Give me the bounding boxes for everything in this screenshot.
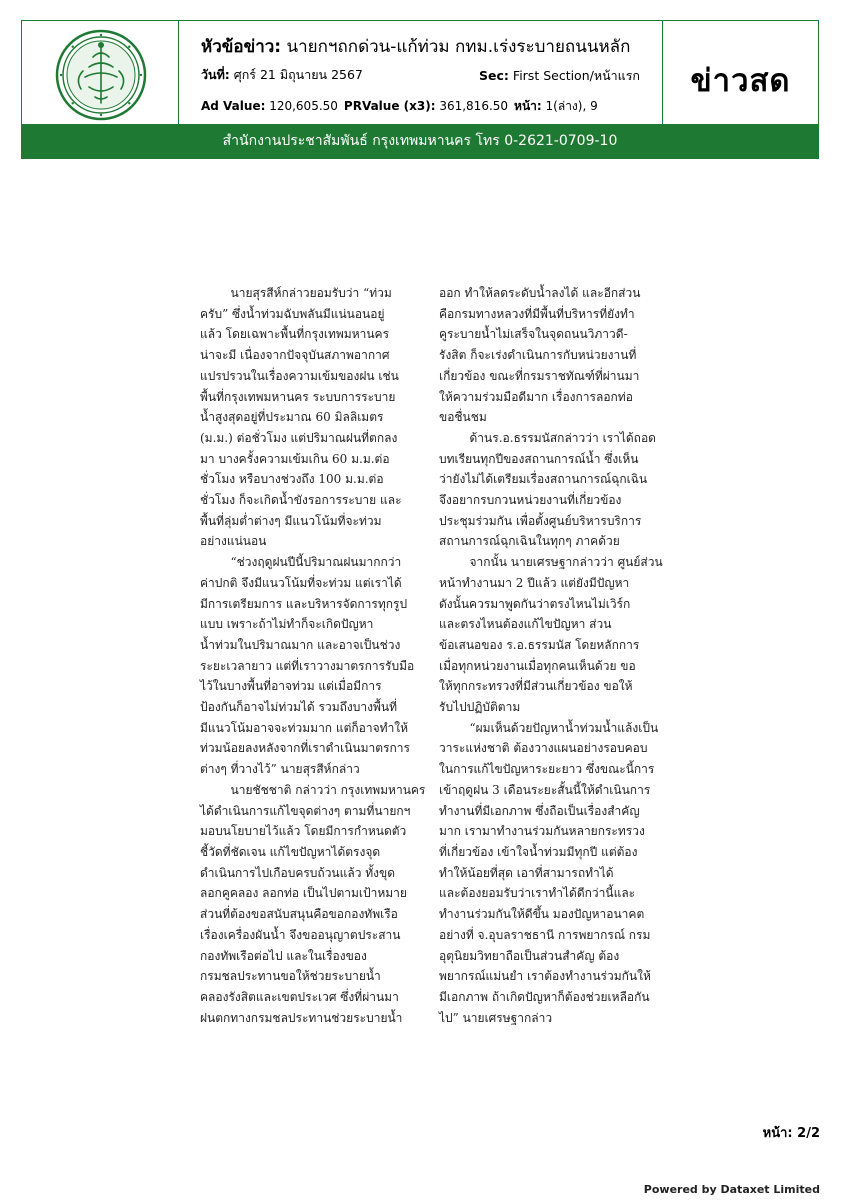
ad-value: 120,605.50 bbox=[265, 99, 338, 113]
article-line: กองทัพเรือต่อไป และในเรื่องของ bbox=[200, 948, 367, 963]
article-line: รับไปปฏิบัติตาม bbox=[439, 700, 521, 715]
article-line: ประชุมร่วมกัน เพื่อตั้งศูนย์บริหารบริการ bbox=[439, 513, 642, 528]
article-line: นายสุรสีห์กล่าวยอมรับว่า “ท่วม bbox=[200, 286, 392, 300]
article-line: น่าจะมี เนื่องจากปัจจุบันสภาพอากาศ bbox=[200, 348, 390, 363]
article-line: พยากรณ์แม่นยำ เราต้องทำงานร่วมกันให้ bbox=[439, 969, 651, 984]
article-line: อย่างแน่นอน bbox=[200, 534, 267, 549]
article-line: ค่าปกติ จึงมีแนวโน้มที่จะท่วม แต่เราได้ bbox=[200, 575, 402, 590]
article-line: หน้าทำงานมา 2 ปีแล้ว แต่ยังมีปัญหา bbox=[439, 575, 630, 590]
article-column-right bbox=[439, 283, 663, 1028]
page-indicator: หน้า: 2/2 bbox=[762, 1126, 820, 1141]
clipping-info bbox=[179, 21, 663, 136]
section-label: Sec: bbox=[479, 68, 509, 83]
topic-value: นายกฯถกด่วน-แก้ท่วม กทม.เร่งระบายถนนหลัก bbox=[281, 37, 631, 57]
article-line: แบบ เพราะถ้าไม่ทำก็จะเกิดปัญหา bbox=[200, 617, 374, 632]
newspaper-name: ข่าวสด bbox=[690, 63, 791, 99]
article-line: เข้าฤดูฝน 3 เดือนระยะสั้นนี้ให้ดำเนินการ bbox=[439, 782, 651, 797]
article-line: ต่างๆ ที่วางไว้” นายสุรสีห์กล่าว bbox=[200, 762, 360, 777]
article-line: ลอกคูคลอง ลอกท่อ เป็นไปตามเป้าหมาย bbox=[200, 886, 407, 901]
article-line: และตรงไหนต้องแก้ไขปัญหา ส่วน bbox=[439, 617, 612, 632]
article-line: มอบนโยบายไว้แล้ว โดยมีการกำหนดตัว bbox=[200, 824, 407, 839]
bangkok-seal-logo bbox=[55, 29, 147, 121]
article-line: ป้องกันก็อาจไม่ท่วมได้ รวมถึงบางพื้นที่ bbox=[200, 700, 397, 715]
topic-label: หัวข้อข่าว: bbox=[201, 37, 282, 57]
article-line: ฝนตกทางกรมชลประทานช่วยระบายน้ำ bbox=[200, 1010, 403, 1025]
article-line: พื้นที่กรุงเทพมหานคร ระบบการระบาย bbox=[200, 389, 396, 404]
article-line: ด้านร.อ.ธรรมนัสกล่าวว่า เราได้ถอด bbox=[439, 430, 656, 445]
article-line: เกี่ยวข้อง ขณะที่กรมราชทัณฑ์ที่ผ่านมา bbox=[439, 368, 640, 383]
article-line: ไว้ในบางพื้นที่อาจท่วม แต่เมื่อมีการ bbox=[200, 679, 382, 694]
article-line: ไป” นายเศรษฐากล่าว bbox=[439, 1010, 553, 1025]
news-section bbox=[479, 66, 640, 86]
article-line: รังสิต ก็จะเร่งดำเนินการกับหน่วยงานที่ bbox=[439, 348, 637, 363]
article-line: น้ำท่วมในปริมาณมาก และอาจเป็นช่วง bbox=[200, 637, 401, 652]
article-line: สถานการณ์ฉุกเฉินในทุกๆ ภาคด้วย bbox=[439, 534, 620, 549]
article-line: และต้องยอมรับว่าเราทำได้ดีกว่านี้และ bbox=[439, 886, 636, 901]
article-line: จากนั้น นายเศรษฐากล่าวว่า ศูนย์ส่วน bbox=[439, 555, 663, 570]
page-label: หน้า: bbox=[514, 99, 542, 113]
article-line: ระยะเวลายาว แต่ที่เราวางมาตรการรับมือ bbox=[200, 658, 415, 673]
pr-value-label: PRValue (x3): bbox=[343, 99, 436, 113]
article-line: ว่ายังไม่ได้เตรียมเรื่องสถานการณ์ฉุกเฉิน bbox=[439, 472, 648, 487]
article-line: ดังนั้นควรมาพูดกันว่าตรงไหนไม่เวิร์ก bbox=[439, 596, 631, 611]
article-line: คูระบายน้ำไม่เสร็จในจุดถนนวิภาวดี- bbox=[439, 327, 628, 342]
article-line: ส่วนที่ต้องขอสนับสนุนคือขอกองทัพเรือ bbox=[200, 907, 398, 922]
page-value: 1(ล่าง), 9 bbox=[541, 99, 598, 113]
article-line: น้ำสูงสุดอยู่ที่ประมาณ 60 มิลลิเมตร bbox=[200, 410, 384, 425]
article-line: มีการเตรียมการ และบริหารจัดการทุกรูป bbox=[200, 596, 408, 611]
article-line: ทำให้น้อยที่สุด เอาที่สามารถทำได้ bbox=[439, 865, 614, 880]
article-line: มีแนวโน้มอาจจะท่วมมาก แต่ก็อาจทำให้ bbox=[200, 720, 409, 735]
article-line: เมื่อทุกหน่วยงานเมื่อทุกคนเห็นด้วย ขอ bbox=[439, 658, 636, 673]
article-line: “ช่วงฤดูฝนปีนี้ปริมาณฝนมากกว่า bbox=[200, 555, 402, 570]
section-value: First Section/หน้าแรก bbox=[508, 68, 640, 83]
article-line: ทำงานร่วมกันให้ดีขึ้น มองปัญหาอนาคต bbox=[439, 907, 645, 922]
ad-value-row bbox=[201, 97, 598, 116]
article-line: ดำเนินการไปเกือบครบถ้วนแล้ว ทั้งขุด bbox=[200, 865, 396, 880]
article-line: ขอชื่นชม bbox=[439, 410, 487, 425]
article-line: ท่วมน้อยลงหลังจากที่เราดำเนินมาตรการ bbox=[200, 741, 410, 756]
article-line: กรมชลประทานขอให้ช่วยระบายน้ำ bbox=[200, 969, 381, 984]
article-line: บทเรียนทุกปีของสถานการณ์น้ำ ซึ่งเห็น bbox=[439, 451, 639, 466]
article-line: ทำงานที่มีเอกภาพ ซึ่งถือเป็นเรื่องสำคัญ bbox=[439, 803, 640, 818]
clipping-header bbox=[21, 20, 819, 138]
article-line: “ผมเห็นด้วยปัญหาน้ำท่วมน้ำแล้งเป็น bbox=[439, 720, 659, 735]
article-line: อุตุนิยมวิทยาถือเป็นส่วนสำคัญ ต้อง bbox=[439, 948, 620, 963]
article-line: คลองรังสิตและเขตประเวศ ซึ่งที่ผ่านมา bbox=[200, 989, 399, 1004]
article-line: แปรปรวนในเรื่องความเข้มของฝน เช่น bbox=[200, 368, 399, 383]
powered-by: Powered by Dataxet Limited bbox=[643, 1183, 820, 1196]
article-line: ข้อเสนอของ ร.อ.ธรรมนัส โดยหลักการ bbox=[439, 637, 640, 652]
article-column-left bbox=[200, 283, 426, 1028]
article-line: ได้ดำเนินการแก้ไขจุดต่างๆ ตามที่นายกฯ bbox=[200, 803, 411, 818]
article-line: ครับ” ซึ่งน้ำท่วมฉับพลันมีแน่นอนอยู่ bbox=[200, 306, 385, 321]
article-line: ชั่วโมง หรือบางช่วงถึง 100 ม.ม.ต่อ bbox=[200, 472, 384, 487]
news-date bbox=[201, 65, 363, 85]
article-line: ออก ทำให้ลดระดับน้ำลงได้ และอีกส่วน bbox=[439, 286, 641, 300]
article-line: ชั่วโมง ก็จะเกิดน้ำขังรอการระบาย และ bbox=[200, 493, 402, 508]
date-value: ศุกร์ 21 มิถุนายน 2567 bbox=[229, 67, 363, 82]
logo-cell bbox=[22, 21, 179, 136]
article-line: มา บางครั้งความเข้มเกิน 60 ม.ม.ต่อ bbox=[200, 451, 390, 466]
article-line: จึงอยากรบกวนหน่วยงานที่เกี่ยวข้อง bbox=[439, 493, 622, 508]
article-line: แล้ว โดยเฉพาะพื้นที่กรุงเทพมหานคร bbox=[200, 327, 390, 342]
article-line: ให้ความร่วมมือดีมาก เรื่องการลอกท่อ bbox=[439, 389, 633, 404]
article-line: มาก เรามาทำงานร่วมกันหลายกระทรวง bbox=[439, 824, 645, 839]
ad-value-label: Ad Value: bbox=[201, 99, 266, 113]
article-line: อย่างที่ จ.อุบลราชธานี การพยากรณ์ กรม bbox=[439, 927, 651, 942]
article-line: เรื่องเครื่องผันน้ำ จึงขออนุญาตประสาน bbox=[200, 927, 401, 942]
article-line: นายชัชชาติ กล่าวว่า กรุงเทพมหานคร bbox=[200, 782, 426, 797]
article-line: ในการแก้ไขปัญหาระยะยาว ซึ่งขณะนี้การ bbox=[439, 762, 655, 777]
article-line: คือกรมทางหลวงที่มีพื้นที่บริหารที่ยังทำ bbox=[439, 306, 635, 321]
news-topic bbox=[201, 33, 630, 60]
article-line: วาระแห่งชาติ ต้องวางแผนอย่างรอบคอบ bbox=[439, 741, 648, 756]
article-line: ชี้วัดที่ชัดเจน แก้ไขปัญหาได้ตรงจุด bbox=[200, 844, 381, 859]
article-line: พื้นที่ลุ่มต่ำต่างๆ มีแนวโน้มที่จะท่วม bbox=[200, 513, 382, 528]
contact-banner: สำนักงานประชาสัมพันธ์ กรุงเทพมหานคร โทร 0-2621-0709-10 bbox=[21, 124, 819, 159]
newspaper-cell bbox=[663, 21, 818, 136]
article-line: ให้ทุกกระทรวงที่มีส่วนเกี่ยวข้อง ขอให้ bbox=[439, 679, 633, 694]
pr-value: 361,816.50 bbox=[435, 99, 509, 113]
article-line: มีเอกภาพ ถ้าเกิดปัญหาก็ต้องช่วยเหลือกัน bbox=[439, 989, 650, 1004]
article-line: (ม.ม.) ต่อชั่วโมง แต่ปริมาณฝนที่ตกลง bbox=[200, 430, 398, 445]
date-label: วันที่: bbox=[201, 67, 230, 82]
article-line: ที่เกี่ยวข้อง เข้าใจน้ำท่วมมีทุกปี แต่ต้อง bbox=[439, 844, 638, 859]
